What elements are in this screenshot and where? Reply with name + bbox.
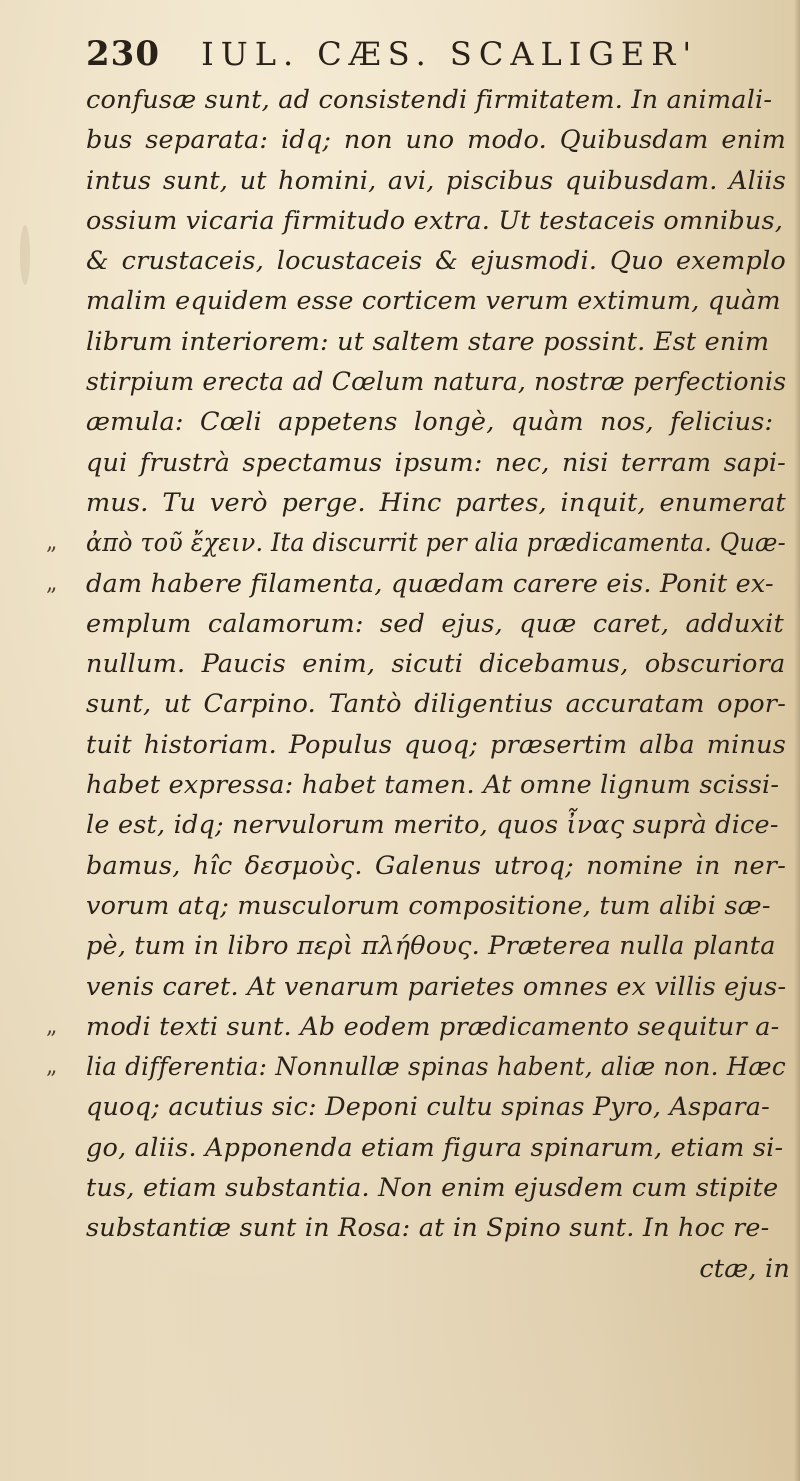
line-text: intus sunt, ut homini, avi, piscibus quibusdam. Aliis — [86, 165, 786, 196]
text-line — [86, 120, 792, 160]
line-text: pè, tum in libro περὶ πλήθους. Præterea nulla planta — [86, 931, 776, 962]
page-number: 230 — [86, 34, 160, 74]
text-line — [86, 201, 792, 241]
line-text: venis caret. At venarum parietes omnes ex villis ejus- — [86, 971, 787, 1002]
line-text: stirpium erecta ad Cœlum natura, nostræ perfectionis — [86, 367, 787, 398]
line-text: & crustaceis, locustaceis & ejusmodi. Quo exemplo — [86, 246, 786, 277]
text-line — [86, 1249, 792, 1289]
quotation-mark: „ — [46, 1054, 58, 1080]
text-line — [86, 725, 792, 765]
line-text: habet expressa: habet tamen. At omne lignum scissi- — [86, 770, 780, 801]
line-text: ἀπὸ τοῦ ἔχειν. Ita discurrit per alia prædicamenta. Quæ- — [86, 528, 786, 559]
text-line — [86, 967, 792, 1007]
line-text: bus separata: idq; non uno modo. Quibusdam enim — [86, 125, 786, 156]
line-text: vorum atq; musculorum compositione, tum alibi sæ- — [86, 890, 771, 921]
line-text: nullum. Paucis enim, sicuti dicebamus, obscuriora — [86, 649, 786, 680]
text-line — [86, 604, 792, 644]
line-text: ctæ, in — [699, 1253, 790, 1284]
paper-stain — [20, 225, 30, 285]
line-text: dam habere filamenta, quædam carere eis. Ponit ex- — [86, 568, 774, 599]
text-line — [86, 805, 792, 845]
line-text: le est, idq; nervulorum merito, quos ἶνας suprà dice- — [86, 810, 779, 841]
line-text: qui frustrà spectamus ipsum: nec, nisi terram sapi- — [86, 447, 786, 478]
text-line — [46, 564, 792, 604]
text-line — [86, 846, 792, 886]
body-text — [46, 80, 792, 1289]
text-line — [46, 523, 792, 563]
page-header — [86, 34, 786, 82]
line-text: sunt, ut Carpino. Tantò diligentius accuratam opor- — [86, 689, 787, 720]
text-line — [86, 80, 792, 120]
line-text: librum interiorem: ut saltem stare possint. Est enim — [86, 326, 770, 357]
text-line — [86, 483, 792, 523]
text-line — [86, 402, 792, 442]
line-text: lia differentia: Nonnullæ spinas habent, aliæ non. Hæc — [86, 1052, 786, 1083]
text-line — [86, 322, 792, 362]
text-line — [46, 1007, 792, 1047]
text-line — [86, 765, 792, 805]
page-edge-shadow — [794, 0, 800, 1481]
line-text: malim equidem esse corticem verum extimum, quàm — [86, 286, 781, 317]
text-line — [86, 1128, 792, 1168]
line-text: bamus, hîc δεσμοὺς. Galenus utroq; nomine in ner- — [86, 850, 787, 881]
line-text: modi texti sunt. Ab eodem prædicamento sequitur a- — [86, 1011, 780, 1042]
line-text: æmula: Cœli appetens longè, quàm nos, felicius: — [86, 407, 774, 438]
line-text: mus. Tu verò perge. Hinc partes, inquit, enumerat — [86, 487, 786, 518]
quotation-mark: „ — [46, 570, 58, 596]
line-text: ossium vicaria firmitudo extra. Ut testaceis omnibus, — [86, 205, 784, 236]
line-text: quoq; acutius sic: Deponi cultu spinas Pyro, Aspara- — [86, 1092, 770, 1123]
text-line — [86, 886, 792, 926]
text-line — [86, 241, 792, 281]
text-line — [86, 1168, 792, 1208]
line-text: tuit historiam. Populus quoq; præsertim alba minus — [86, 729, 787, 760]
quotation-mark: „ — [46, 1013, 58, 1039]
text-line — [86, 684, 792, 724]
line-text: confusæ sunt, ad consistendi firmitatem. In animali- — [86, 85, 773, 115]
quotation-mark: „ — [46, 530, 58, 556]
text-line — [86, 161, 792, 201]
line-text: emplum calamorum: sed ejus, quæ caret, adduxit — [86, 608, 784, 639]
text-line — [86, 1208, 792, 1248]
line-text: go, aliis. Apponenda etiam figura spinarum, etiam si- — [86, 1132, 784, 1163]
line-text: tus, etiam substantia. Non enim ejusdem cum stipite — [86, 1173, 779, 1204]
text-line — [86, 644, 792, 684]
text-line — [86, 281, 792, 321]
text-line — [86, 1087, 792, 1127]
text-line — [86, 926, 792, 966]
running-head: IUL. CÆS. SCALIGER' — [201, 35, 699, 73]
line-text: substantiæ sunt in Rosa: at in Spino sunt. In hoc re- — [86, 1213, 770, 1244]
text-line — [86, 362, 792, 402]
text-line — [86, 443, 792, 483]
text-line — [46, 1047, 792, 1087]
